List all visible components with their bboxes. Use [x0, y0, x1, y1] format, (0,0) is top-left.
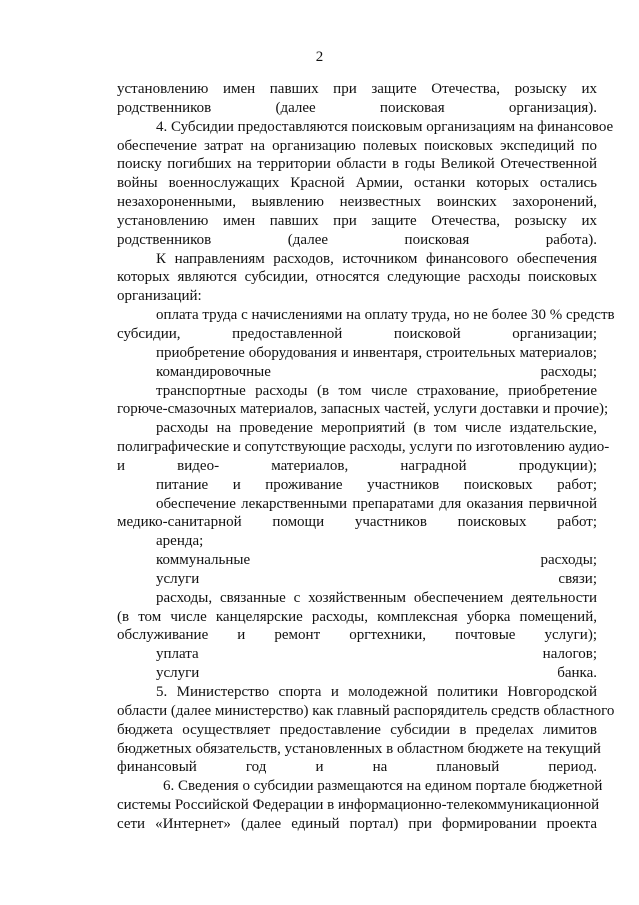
text-line: медико-санитарной помощи участников поисковых работ;: [117, 514, 597, 531]
text-line: бюджетных обязательств, установленных в областном бюджете на текущий: [117, 740, 601, 757]
text-line: 4. Субсидии предоставляются поисковым организациям на финансовое: [156, 118, 614, 135]
text-line: установлению имен павших при защите Отечества, розыску их: [117, 212, 597, 229]
text-line: обслуживание и ремонт оргтехники, почтовые услуги);: [117, 627, 597, 644]
text-line: организаций:: [117, 288, 202, 305]
text-line: приобретение оборудования и инвентаря, строительных материалов;: [156, 344, 597, 361]
text-line: бюджета осуществляет предоставление субсидии в пределах лимитов: [117, 721, 597, 738]
text-line: расходы, связанные с хозяйственным обеспечением деятельности: [156, 589, 597, 606]
text-line: питание и проживание участников поисковых работ;: [156, 476, 597, 493]
document-body: [117, 80, 615, 834]
text-line: сети «Интернет» (далее единый портал) при формировании проекта: [117, 815, 597, 832]
text-line: полиграфические и сопутствующие расходы, услуги по изготовлению аудио-: [117, 439, 610, 456]
text-line: поиску погибших на территории области в годы Великой Отечественной: [117, 156, 597, 173]
text-line: которых являются субсидии, относятся следующие расходы поисковых: [117, 269, 597, 286]
text-line: оплата труда с начислениями на оплату труда, но не более 30 % средств: [156, 307, 615, 324]
text-line: финансовый год и на плановый период.: [117, 759, 597, 776]
text-line: коммунальные расходы;: [156, 552, 597, 569]
text-line: установлению имен павших при защите Отечества, розыску их: [117, 81, 597, 97]
text-line: области (далее министерство) как главный распорядитель средств областного: [117, 702, 615, 719]
text-line: и видео- материалов, наградной продукции);: [117, 457, 597, 474]
text-line: горюче-смазочных материалов, запасных частей, услуги доставки и прочие);: [117, 401, 609, 418]
text-line: уплата налогов;: [156, 646, 597, 663]
text-line: аренда;: [156, 533, 204, 550]
text-line: родственников (далее поисковая работа).: [117, 231, 597, 248]
text-line: 6. Сведения о субсидии размещаются на едином портале бюджетной: [163, 778, 603, 795]
text-line: обеспечение лекарственными препаратами для оказания первичной: [156, 495, 597, 512]
text-line: (в том числе канцелярские расходы, комплексная уборка помещений,: [117, 608, 597, 625]
text-line: родственников (далее поисковая организация).: [117, 99, 597, 116]
text-line: незахороненными, выявлению неизвестных воинских захоронений,: [117, 194, 597, 211]
text-line: командировочные расходы;: [156, 363, 597, 380]
text-line: войны военнослужащих Красной Армии, останки которых остались: [117, 175, 597, 192]
text-line: услуги связи;: [156, 570, 597, 587]
text-line: 5. Министерство спорта и молодежной политики Новгородской: [156, 684, 597, 700]
text-line: системы Российской Федерации в информационно-телекоммуникационной: [117, 797, 600, 814]
text-line: обеспечение затрат на организацию полевых поисковых экспедиций по: [117, 137, 597, 154]
page-number: 2: [315, 49, 324, 65]
text-line: транспортные расходы (в том числе страхование, приобретение: [156, 382, 597, 399]
text-line: расходы на проведение мероприятий (в том числе издательские,: [156, 420, 597, 437]
text-line: услуги банка.: [156, 665, 597, 682]
text-line: К направлениям расходов, источником финансового обеспечения: [156, 250, 597, 267]
text-line: субсидии, предоставленной поисковой организации;: [117, 325, 597, 342]
